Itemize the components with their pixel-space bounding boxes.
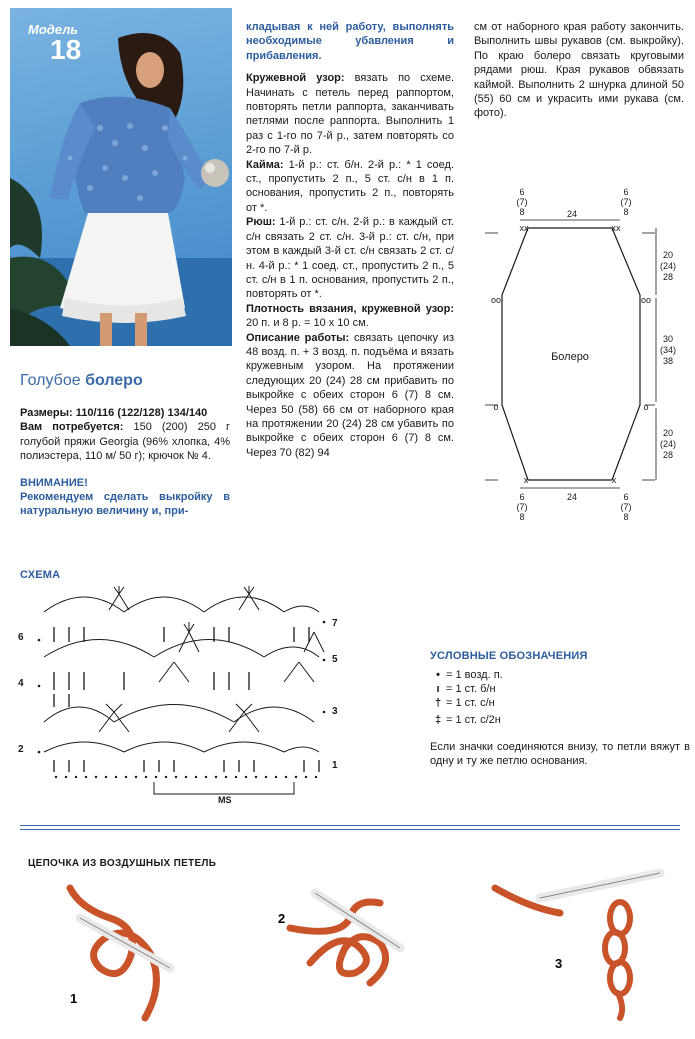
bottom-right-2: (7) xyxy=(620,502,632,512)
left-column xyxy=(20,406,230,519)
svg-text:x: x xyxy=(523,475,529,485)
edge-label: Кайма: xyxy=(246,158,284,171)
legend-row-tr xyxy=(430,710,690,730)
chain-step-1 xyxy=(70,888,170,1018)
title-light: Голубое xyxy=(20,372,86,389)
bottom-left-3: 8 xyxy=(519,512,525,522)
ruffle-paragraph xyxy=(246,215,454,301)
right-text: см от наборного края работу закончить. Выполнить швы рукавов (см. выкройку). По краю болеро связать круговыми рядами рюш. Края рукавов обвязать каймой. Выполнить 2 шнурка длиной 50 (55) 60 см и украсить ими рукава (см. фото). xyxy=(474,21,684,120)
edge-text: 1-й р.: ст. б/н. 2-й р.: * 1 соед. ст., пропустить 2 п., 5 ст. с/н в 1 п. основания, пропустить 2 п., повторять от *. xyxy=(246,158,454,214)
top-left-1: 6 xyxy=(519,187,525,197)
sizes-paragraph xyxy=(20,406,230,420)
model-photo xyxy=(10,8,232,346)
top-left-3: 8 xyxy=(519,207,525,217)
chain-illustration xyxy=(60,868,680,1028)
density-text: 20 п. и 8 р. = 10 x 10 см. xyxy=(246,317,369,330)
svg-text:xx: xx xyxy=(519,223,529,233)
legend xyxy=(430,650,690,768)
description-paragraph xyxy=(246,331,454,461)
svg-text:o: o xyxy=(493,402,499,412)
bottom-left-1: 6 xyxy=(519,492,525,502)
chain-step-2-label: 2 xyxy=(278,911,286,926)
legend-row-dc xyxy=(430,696,690,710)
top-right-3: 8 xyxy=(623,207,629,217)
mid-intro: кладывая к ней работу, выполнять необходимые убавления и прибавления. xyxy=(246,21,454,62)
density-label: Плотность вязания, кружевной узор: xyxy=(246,302,454,315)
legend-row-sc xyxy=(430,682,690,696)
right-mid-2: (34) xyxy=(659,345,677,355)
middle-column xyxy=(246,20,454,460)
row-label-5: 5 xyxy=(332,654,338,665)
bottom-width: 24 xyxy=(566,492,578,502)
legend-title: УСЛОВНЫЕ ОБОЗНАЧЕНИЯ xyxy=(430,650,588,662)
model-number: 18 xyxy=(50,34,82,65)
attention-title: ВНИМАНИЕ! xyxy=(20,476,88,489)
row-label-2: 2 xyxy=(18,744,24,755)
row-label-7: 7 xyxy=(332,618,338,629)
crochet-scheme xyxy=(14,582,354,810)
right-mid-1: 30 xyxy=(662,334,674,344)
materials-value: 150 (200) 250 г голубой пряжи Georgia (96% хлопка, 4% полиэстера, 110 м/ 50 г); крючок № 4. xyxy=(20,421,231,463)
materials-label: Вам потребуется: xyxy=(20,421,124,434)
bottom-left-2: (7) xyxy=(516,502,528,512)
top-right-2: (7) xyxy=(620,197,632,207)
ruffle-text: 1-й р.: ст. с/н. 2-й р.: в каждый ст. с/н связать 2 ст. с/н. 3-й р.: ст. с/н, при этом в каждый 3-й ст. с/н связать 2 ст. с/н. 4-й р.: * 1 соед. ст., пропустить 2 п., 5 ст. с/н в 1 п. основания, пропустить 2 п., повторять от *. xyxy=(246,216,454,301)
scheme-label: СХЕМА xyxy=(20,569,61,581)
row-label-4: 4 xyxy=(18,678,24,689)
page-title xyxy=(20,372,143,390)
sizes-label: Размеры: xyxy=(20,407,73,419)
legend-item-chain: = 1 возд. п. xyxy=(446,669,503,681)
attention-text: Рекомендуем сделать выкройку в натуральную величину и, при- xyxy=(20,491,230,518)
bolero-pattern-diagram xyxy=(480,180,680,530)
top-left-2: (7) xyxy=(516,197,528,207)
lace-label: Кружевной узор: xyxy=(246,72,345,85)
single-crochet-icon: ı xyxy=(436,683,440,695)
right-top-2: (24) xyxy=(659,261,677,271)
svg-text:oo: oo xyxy=(640,295,652,305)
treble-crochet-icon: ‡ xyxy=(434,714,442,726)
right-top-1: 20 xyxy=(662,250,674,260)
model-badge xyxy=(28,22,81,63)
right-bottom-1: 20 xyxy=(662,428,674,438)
svg-text:xx: xx xyxy=(611,223,621,233)
right-mid-3: 38 xyxy=(662,356,674,366)
edge-paragraph xyxy=(246,158,454,216)
right-top-3: 28 xyxy=(662,272,674,282)
ruffle-label: Рюш: xyxy=(246,216,276,229)
sizes-value: 110/116 (122/128) 134/140 xyxy=(72,407,208,419)
svg-text:oo: oo xyxy=(490,295,502,305)
chain-step-3-label: 3 xyxy=(555,956,563,971)
legend-row-chain xyxy=(430,668,690,682)
ms-label: MS xyxy=(218,795,232,805)
right-bottom-3: 28 xyxy=(662,450,674,460)
bottom-right-1: 6 xyxy=(623,492,629,502)
row-label-3: 3 xyxy=(332,706,338,717)
legend-item-tr: = 1 ст. с/2н xyxy=(446,714,501,726)
svg-text:o: o xyxy=(643,402,649,412)
pattern-label: Болеро xyxy=(551,351,589,363)
svg-text:x: x xyxy=(611,475,617,485)
lace-paragraph xyxy=(246,71,454,157)
bottom-right-3: 8 xyxy=(623,512,629,522)
description-label: Описание работы: xyxy=(246,331,350,344)
legend-note: Если значки соединяются внизу, то петли вяжут в одну и ту же петлю основания. xyxy=(430,741,690,767)
legend-item-sc: = 1 ст. б/н xyxy=(446,683,496,695)
lace-text: вязать по схеме. Начинать с петель перед раппортом, повторять петли раппорта, заканчивать петлями после раппорта. Выполнить 1 раз с 1-го по 7-й р., затем повторять со 2-го по 7-й р. xyxy=(246,72,454,157)
chain-step-3 xyxy=(495,873,660,1018)
section-divider xyxy=(20,825,680,830)
chain-title: ЦЕПОЧКА ИЗ ВОЗДУШНЫХ ПЕТЕЛЬ xyxy=(28,858,217,869)
row-label-1: 1 xyxy=(332,760,338,771)
title-bold: болеро xyxy=(85,372,143,389)
right-bottom-2: (24) xyxy=(659,439,677,449)
legend-item-dc: = 1 ст. с/н xyxy=(446,697,495,709)
right-column xyxy=(474,20,684,121)
chain-stitch-icon: • xyxy=(436,669,440,681)
description-text: связать цепочку из 48 возд. п. + 3 возд. п. подъёма и вязать кружевным узором. На протяжении следующих 20 (24) 28 см прибавить по выкройке с обеих сторон 6 (7) 8 см. Через 50 (58) 66 см от наборного края на протяжении 20 (24) 28 см убавить по выкройке с обеих сторон 6 (7) 8 см. Через 70 (82) 94 xyxy=(246,331,455,459)
density-paragraph xyxy=(246,302,454,331)
materials-paragraph xyxy=(20,420,230,463)
chain-step-1-label: 1 xyxy=(70,991,78,1006)
top-right-1: 6 xyxy=(623,187,629,197)
model-word: Модель xyxy=(28,22,79,37)
top-width: 24 xyxy=(566,209,578,219)
chain-step-2 xyxy=(278,893,400,983)
double-crochet-icon: † xyxy=(434,697,442,709)
row-label-6: 6 xyxy=(18,632,24,643)
